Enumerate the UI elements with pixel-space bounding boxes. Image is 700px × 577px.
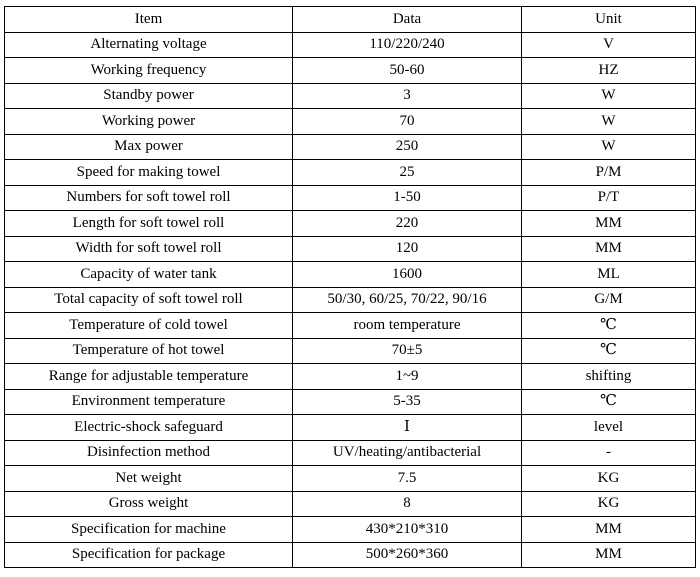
unit-cell: ℃ [522, 313, 696, 339]
data-cell: 3 [293, 83, 522, 109]
item-cell: Specification for package [5, 542, 293, 568]
unit-cell: W [522, 109, 696, 135]
table-row [5, 211, 696, 237]
table-row [5, 542, 696, 568]
table-row [5, 109, 696, 135]
unit-cell: W [522, 83, 696, 109]
item-cell: Net weight [5, 466, 293, 492]
unit-cell: level [522, 415, 696, 441]
item-cell: Length for soft towel roll [5, 211, 293, 237]
table-row [5, 364, 696, 390]
item-cell: Capacity of water tank [5, 262, 293, 288]
item-cell: Gross weight [5, 491, 293, 517]
unit-cell: MM [522, 542, 696, 568]
data-cell: 430*210*310 [293, 517, 522, 543]
item-cell: Specification for machine [5, 517, 293, 543]
table-row [5, 134, 696, 160]
data-cell: 220 [293, 211, 522, 237]
unit-cell: ℃ [522, 389, 696, 415]
unit-cell: V [522, 32, 696, 58]
data-cell: Ⅰ [293, 415, 522, 441]
spec-table-header [5, 7, 696, 33]
table-row [5, 160, 696, 186]
unit-cell: P/T [522, 185, 696, 211]
table-row [5, 491, 696, 517]
data-cell: room temperature [293, 313, 522, 339]
item-cell: Disinfection method [5, 440, 293, 466]
item-cell: Max power [5, 134, 293, 160]
table-row [5, 466, 696, 492]
table-row [5, 236, 696, 262]
data-cell: 1-50 [293, 185, 522, 211]
item-cell: Temperature of cold towel [5, 313, 293, 339]
table-row [5, 313, 696, 339]
table-row [5, 338, 696, 364]
data-cell: 120 [293, 236, 522, 262]
unit-cell: HZ [522, 58, 696, 84]
header-unit: Unit [522, 7, 696, 33]
table-row [5, 32, 696, 58]
item-cell: Total capacity of soft towel roll [5, 287, 293, 313]
unit-cell: KG [522, 491, 696, 517]
table-row [5, 58, 696, 84]
data-cell: 1600 [293, 262, 522, 288]
table-row [5, 389, 696, 415]
item-cell: Range for adjustable temperature [5, 364, 293, 390]
unit-cell: MM [522, 211, 696, 237]
table-row [5, 185, 696, 211]
item-cell: Working power [5, 109, 293, 135]
unit-cell: P/M [522, 160, 696, 186]
item-cell: Standby power [5, 83, 293, 109]
unit-cell: ML [522, 262, 696, 288]
data-cell: 50/30, 60/25, 70/22, 90/16 [293, 287, 522, 313]
data-cell: 500*260*360 [293, 542, 522, 568]
data-cell: UV/heating/antibacterial [293, 440, 522, 466]
data-cell: 8 [293, 491, 522, 517]
item-cell: Working frequency [5, 58, 293, 84]
unit-cell: MM [522, 236, 696, 262]
data-cell: 7.5 [293, 466, 522, 492]
data-cell: 50-60 [293, 58, 522, 84]
item-cell: Environment temperature [5, 389, 293, 415]
data-cell: 70±5 [293, 338, 522, 364]
item-cell: Speed for making towel [5, 160, 293, 186]
header-data: Data [293, 7, 522, 33]
spec-table-body [5, 32, 696, 568]
header-row [5, 7, 696, 33]
unit-cell: KG [522, 466, 696, 492]
unit-cell: MM [522, 517, 696, 543]
item-cell: Width for soft towel roll [5, 236, 293, 262]
item-cell: Electric-shock safeguard [5, 415, 293, 441]
header-item: Item [5, 7, 293, 33]
item-cell: Temperature of hot towel [5, 338, 293, 364]
data-cell: 5-35 [293, 389, 522, 415]
unit-cell: ℃ [522, 338, 696, 364]
table-row [5, 415, 696, 441]
data-cell: 25 [293, 160, 522, 186]
table-row [5, 440, 696, 466]
table-row [5, 262, 696, 288]
unit-cell: shifting [522, 364, 696, 390]
data-cell: 1~9 [293, 364, 522, 390]
unit-cell: G/M [522, 287, 696, 313]
spec-table [4, 6, 696, 568]
unit-cell: - [522, 440, 696, 466]
data-cell: 70 [293, 109, 522, 135]
table-row [5, 83, 696, 109]
item-cell: Alternating voltage [5, 32, 293, 58]
data-cell: 250 [293, 134, 522, 160]
item-cell: Numbers for soft towel roll [5, 185, 293, 211]
table-row [5, 517, 696, 543]
unit-cell: W [522, 134, 696, 160]
data-cell: 110/220/240 [293, 32, 522, 58]
table-row [5, 287, 696, 313]
